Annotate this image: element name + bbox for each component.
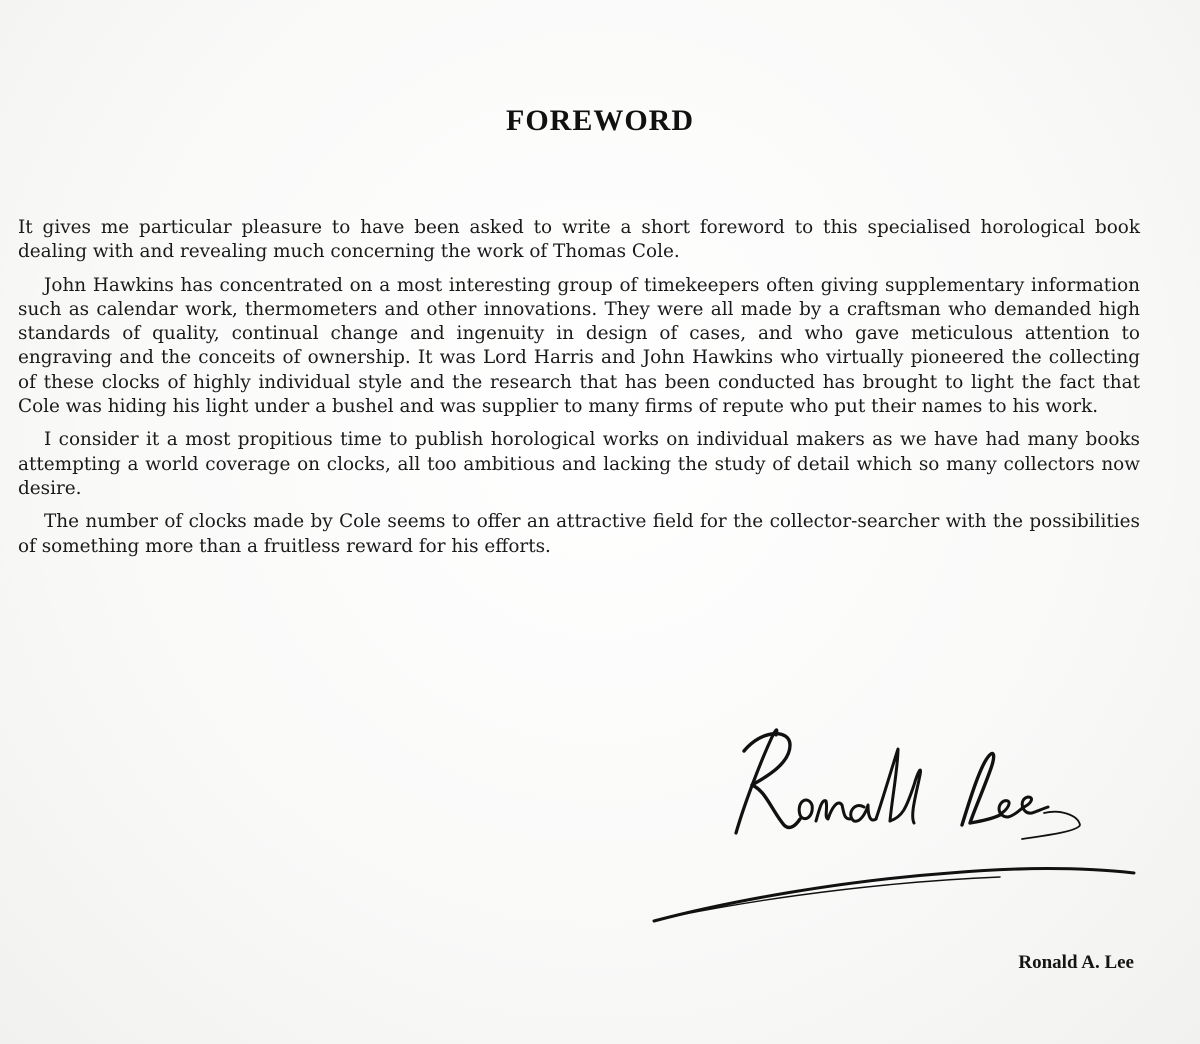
paragraph-2: John Hawkins has concentrated on a most interesting group of timekeepers often giving supplementary information such as calendar work, thermometers and other innovations. They were all made by a craftsman who demanded high standards of quality, continual change and ingenuity in design of cases, and who gave meticulous attention to engraving and the conceits of ownership. It was Lord Harris and John Hawkins who virtually pioneered the collecting of these clocks of highly individual style and the research that has been conducted has brought to light the fact that Cole was hiding his light under a bushel and was supplier to many firms of repute who put their names to his work.: [18, 274, 1140, 418]
paragraph-1: It gives me particular pleasure to have been asked to write a short foreword to this specialised horological book dealing with and revealing much concerning the work of Thomas Cole.: [18, 217, 1140, 263]
foreword-body: [18, 216, 1140, 568]
paragraph-3: I consider it a most propitious time to publish horological works on individual makers as we have had many books attempting a world coverage on clocks, all too ambitious and lacking the study of detail which so many collectors now desire.: [18, 429, 1140, 499]
signer-name: Ronald A. Lee: [1018, 952, 1134, 973]
page-title: FOREWORD: [506, 104, 694, 137]
paragraph-4: The number of clocks made by Cole seems to offer an attractive field for the collector-searcher with the possibilities of something more than a fruitless reward for his efforts.: [18, 511, 1140, 557]
handwritten-signature: [640, 715, 1150, 930]
